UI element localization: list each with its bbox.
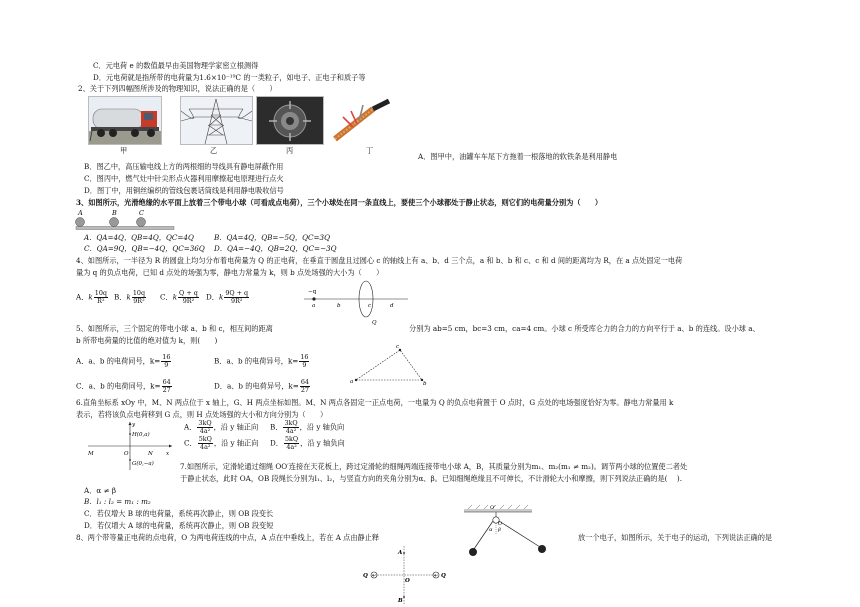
svg-text:M: M (88, 451, 94, 457)
svg-text:b: b (337, 303, 341, 309)
q8-stem-line1: 8、两个带等量正电荷的点电荷，O 为两电荷连线的中点，A 点在中垂线上，若在 A 点由静止释 (76, 533, 380, 542)
q3-label-b: B (112, 209, 117, 217)
q3-option-c: C．QA=9Q，QB=−4Q，QC=36Q (84, 244, 205, 253)
q7-option-b: B．l₁ : l₂ = m₁ : m₂ (84, 497, 151, 506)
svg-text:x: x (166, 451, 170, 457)
q2-option-b: B．图乙中，高压输电线上方的两根细的导线具有静电屏蔽作用 (84, 162, 284, 171)
svg-text:−q: −q (308, 289, 317, 295)
q2-caption-yi: 乙 (210, 146, 218, 155)
svg-text:O: O (405, 578, 410, 584)
q4-option-c: C．k $\frac{Q + q}{\text{9R²}}$ (160, 289, 198, 305)
svg-text:+: + (433, 574, 438, 579)
svg-text:β: β (498, 527, 501, 533)
q4-option-b: B．k $\frac{10q}{\text{9R²}}$ (114, 289, 146, 305)
q7-stem-line1: 7.如图所示，定滑轮通过细绳 OO′连接在天花板上，跨过定滑轮的细绳两端连接带电小球 A，B，其质量分别为m₁、m₂(m₁ ≠ m₂)。调节两小球的位置使二者处 (180, 462, 688, 471)
q8-figure-charges (360, 544, 450, 606)
q3-figure-three-balls (76, 208, 176, 232)
q3-option-a: A．QA=4Q，QB=4Q，QC=4Q (84, 233, 194, 242)
q2-stem: 2、关于下列四幅图所涉及的物理知识，说法正确的是（ ） (78, 84, 277, 93)
q4-figure-disk-axis (300, 280, 410, 326)
q4-option-a: A．k $\frac{10q}{\text{R²}}$ (76, 289, 107, 305)
q2-caption-ding: 丁 (366, 146, 374, 155)
svg-text:H(0,a): H(0,a) (132, 432, 150, 438)
q5-option-c: C．a、b 的电荷同号，k= $\frac{64}{27}$ (76, 378, 171, 394)
svg-text:O′: O′ (490, 505, 496, 511)
q6-option-b: B． $\frac{3kQ}{\text{4a²}}$ ，沿 y 轴负向 (270, 419, 345, 435)
q3-option-b: B．QA=4Q，QB=−5Q，QC=3Q (214, 233, 330, 242)
q6-stem-line1: 6.直角坐标系 xOy 中，M、N 两点位于 x 轴上，G、H 两点坐标如图。M、N 两点各固定一正点电荷，一电量为 Q 的负点电荷置于 O 点时，G 点处的电场强度恰好为零。静电力常量用 k (76, 398, 674, 407)
svg-text:d: d (390, 303, 394, 309)
q5-stem-line1-cont: 分别为 ab=5 cm，bc=3 cm，ca=4 cm。小球 c 所受库仑力的合力的方向平行于 a、b 的连线。设小球 a、 (409, 324, 760, 333)
q4-stem-line2: 量为 q 的负点电荷，已知 d 点处的场强为零，静电力常量为 k，则 b 点处场强的大小为（ ） (76, 268, 384, 277)
svg-text:N: N (148, 451, 153, 457)
q6-option-c: C． $\frac{5kQ}{\text{4a²}}$ ，沿 y 轴正向 (184, 435, 259, 451)
svg-text:c: c (396, 344, 400, 350)
q3-option-d: D．QA=−4Q，QB=2Q，QC=−3Q (214, 244, 337, 253)
svg-text:Q: Q (441, 573, 446, 579)
q2-caption-jia: 甲 (120, 146, 128, 155)
q2-option-c: C．图丙中，燃气灶中针尖形点火器利用摩擦起电原理进行点火 (84, 174, 284, 183)
q7-option-c: C．若仅增大 B 球的电荷量，系统再次静止，则 OB 段变长 (84, 509, 274, 518)
svg-text:a: a (312, 303, 316, 309)
q2-option-d: D．图丁中，用铜丝编织的管线包裹话筒线是利用静电吸收信号 (84, 186, 284, 195)
q7-stem-line2: 于静止状态，此时 OA，OB 段绳长分别为l₁、l₂，与竖直方向的夹角分别为α、β。已知细绳绝缘且不可伸长，不计滑轮大小和摩擦，则下列说法正确的是( ). (180, 474, 683, 483)
svg-text:Q: Q (372, 320, 377, 326)
q6-stem-line2: 表示，若将该负点电荷移到 G 点，则 H 点处场强的大小和方向分别为（ ） (76, 410, 328, 419)
svg-text:Q: Q (363, 573, 368, 579)
q6-option-d: D． $\frac{5kQ}{\text{4a²}}$ ，沿 y 轴负向 (270, 435, 345, 451)
q4-stem-line1: 4、如图所示，一半径为 R 的圆盘上均匀分布着电荷量为 Q 的正电荷，在垂直于圆盘且过圆心 c 的轴线上有 a、b、d 三个点，a 和 b、b 和 c、c 和 d 间的距离均为 R，在 a 点处固定一电荷 (76, 256, 683, 265)
q8-stem-line2: 放一个电子，如图所示，关于电子的运动，下列说法正确的是 (578, 533, 773, 542)
svg-text:b: b (423, 381, 427, 387)
q7-option-d: D．若仅增大 A 球的电荷量，系统再次静止，则 OB 段变短 (84, 521, 274, 530)
q5-figure-triangle (350, 344, 426, 386)
svg-text:y: y (132, 422, 136, 428)
svg-text:O: O (498, 521, 503, 527)
q3-label-a: A (78, 209, 83, 217)
q5-option-d: D．a、b 的电荷异号，k= $\frac{64}{27}$ (214, 378, 309, 394)
svg-text:c: c (368, 303, 372, 309)
power-tower-photo (180, 96, 253, 145)
shielded-cable-photo (333, 97, 397, 143)
q1-option-d: D．元电荷就是指所带的电荷量为1.6×10⁻¹⁹C 的一类粒子，如电子、正电子和质子等 (93, 73, 366, 82)
q5-stem-line1: 5、如图所示，三个固定的带电小球 a、b 和 c，相互间的距离 (76, 324, 273, 333)
gas-stove-photo (256, 96, 324, 145)
svg-text:α: α (489, 527, 493, 533)
q4-option-d: D．k $\frac{9Q + q}{\text{9R²}}$ (206, 289, 249, 305)
q7-option-a: A．α ≠ β (84, 486, 116, 495)
svg-text:a: a (350, 379, 354, 385)
q1-option-c: C．元电荷 e 的数值最早由美国物理学家密立根测得 (93, 61, 259, 70)
q6-figure-axes (86, 420, 176, 472)
svg-text:B: B (398, 598, 403, 604)
svg-text:A: A (398, 550, 403, 556)
svg-text:G(0,−a): G(0,−a) (132, 461, 154, 467)
q7-figure-pulley (458, 503, 560, 563)
q3-label-c: C (139, 209, 144, 217)
q5-option-a: A．a、b 的电荷同号，k= $\frac{16}{9}$ (76, 353, 171, 369)
q6-option-a: A． $\frac{3kQ}{\text{4a²}}$ ，沿 y 轴正向 (184, 419, 259, 435)
q5-stem-line2: b 所带电荷量的比值的绝对值为 k，则( ) (76, 336, 218, 345)
q5-option-b: B．a、b 的电荷异号，k= $\frac{16}{9}$ (214, 353, 309, 369)
svg-text:O: O (124, 451, 129, 457)
q2-caption-bing: 丙 (286, 146, 294, 155)
tanker-truck-photo (88, 96, 162, 145)
q3-stem: 3、如图所示，光滑绝缘的水平面上放着三个带电小球（可看成点电荷），三个小球处在同一条直线上，要使三个小球都处于静止状态，则它们的电荷量分别为（ ） (76, 198, 603, 207)
svg-text:+: + (371, 574, 376, 579)
q2-option-a: A．图甲中，油罐车车尾下方拖着一根落地的软铁条是利用静电 (418, 152, 618, 161)
